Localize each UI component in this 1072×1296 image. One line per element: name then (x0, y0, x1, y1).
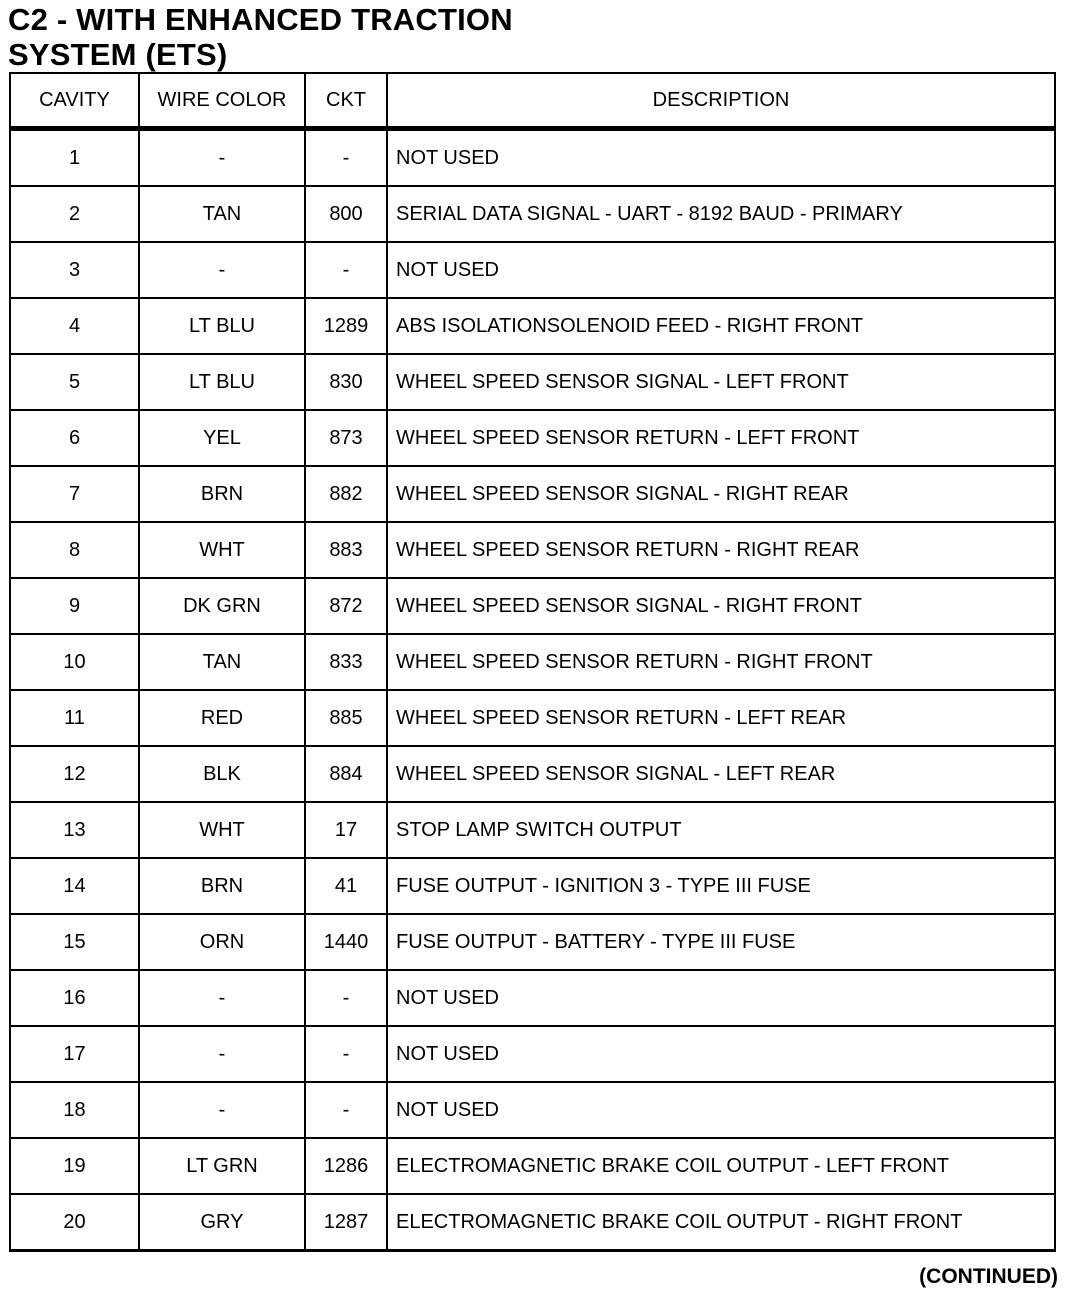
description-cell: WHEEL SPEED SENSOR RETURN - LEFT REAR (387, 690, 1055, 746)
title-line-2: SYSTEM (ETS) (8, 37, 228, 72)
ckt-cell: 830 (305, 354, 387, 410)
description-cell: WHEEL SPEED SENSOR SIGNAL - RIGHT FRONT (387, 578, 1055, 634)
cavity-cell: 7 (10, 466, 139, 522)
description-cell: STOP LAMP SWITCH OUTPUT (387, 802, 1055, 858)
wire-color-cell: BRN (139, 466, 305, 522)
wire-color-cell: GRY (139, 1194, 305, 1251)
table-row (10, 746, 1055, 802)
wire-color-cell: TAN (139, 186, 305, 242)
description-cell: NOT USED (387, 1082, 1055, 1138)
cavity-cell: 13 (10, 802, 139, 858)
description-cell: WHEEL SPEED SENSOR RETURN - RIGHT REAR (387, 522, 1055, 578)
wire-color-cell: - (139, 1082, 305, 1138)
wire-color-cell: DK GRN (139, 578, 305, 634)
table-row (10, 1194, 1055, 1251)
table-row (10, 298, 1055, 354)
wire-color-cell: LT BLU (139, 298, 305, 354)
wire-color-cell: TAN (139, 634, 305, 690)
wire-color-cell: LT GRN (139, 1138, 305, 1194)
ckt-cell: 885 (305, 690, 387, 746)
ckt-cell: 882 (305, 466, 387, 522)
table-row (10, 354, 1055, 410)
cavity-cell: 14 (10, 858, 139, 914)
table-row (10, 522, 1055, 578)
description-cell: WHEEL SPEED SENSOR SIGNAL - LEFT FRONT (387, 354, 1055, 410)
wire-color-cell: RED (139, 690, 305, 746)
cavity-cell: 19 (10, 1138, 139, 1194)
description-cell: ELECTROMAGNETIC BRAKE COIL OUTPUT - LEFT FRONT (387, 1138, 1055, 1194)
cavity-cell: 12 (10, 746, 139, 802)
table-row (10, 634, 1055, 690)
ckt-cell: - (305, 242, 387, 298)
connector-pin-table (9, 72, 1056, 1252)
page-title (8, 2, 808, 72)
header-description: DESCRIPTION (387, 73, 1055, 129)
ckt-cell: - (305, 129, 387, 187)
ckt-cell: - (305, 1082, 387, 1138)
cavity-cell: 5 (10, 354, 139, 410)
table-row (10, 914, 1055, 970)
description-cell: ELECTROMAGNETIC BRAKE COIL OUTPUT - RIGHT FRONT (387, 1194, 1055, 1251)
cavity-cell: 8 (10, 522, 139, 578)
cavity-cell: 9 (10, 578, 139, 634)
description-cell: NOT USED (387, 970, 1055, 1026)
cavity-cell: 11 (10, 690, 139, 746)
wire-color-cell: - (139, 1026, 305, 1082)
wire-color-cell: ORN (139, 914, 305, 970)
cavity-cell: 2 (10, 186, 139, 242)
table-row (10, 690, 1055, 746)
wire-color-cell: LT BLU (139, 354, 305, 410)
table-row (10, 858, 1055, 914)
cavity-cell: 1 (10, 129, 139, 187)
description-cell: NOT USED (387, 1026, 1055, 1082)
cavity-cell: 15 (10, 914, 139, 970)
cavity-cell: 17 (10, 1026, 139, 1082)
description-cell: NOT USED (387, 129, 1055, 187)
continued-note: (CONTINUED) (919, 1265, 1058, 1288)
title-line-1: C2 - WITH ENHANCED TRACTION (8, 2, 513, 37)
cavity-cell: 18 (10, 1082, 139, 1138)
wire-color-cell: - (139, 242, 305, 298)
ckt-cell: - (305, 970, 387, 1026)
wire-color-cell: BRN (139, 858, 305, 914)
wire-color-cell: - (139, 970, 305, 1026)
table-row (10, 1082, 1055, 1138)
header-wire-color: WIRE COLOR (139, 73, 305, 129)
table-row (10, 129, 1055, 187)
ckt-cell: 872 (305, 578, 387, 634)
description-cell: ABS ISOLATIONSOLENOID FEED - RIGHT FRONT (387, 298, 1055, 354)
description-cell: WHEEL SPEED SENSOR RETURN - RIGHT FRONT (387, 634, 1055, 690)
table-row (10, 242, 1055, 298)
header-cavity: CAVITY (10, 73, 139, 129)
description-cell: FUSE OUTPUT - BATTERY - TYPE III FUSE (387, 914, 1055, 970)
wire-color-cell: WHT (139, 802, 305, 858)
table-header-row (10, 73, 1055, 129)
table-row (10, 578, 1055, 634)
ckt-cell: - (305, 1026, 387, 1082)
table-row (10, 466, 1055, 522)
cavity-cell: 10 (10, 634, 139, 690)
table-row (10, 186, 1055, 242)
ckt-cell: 883 (305, 522, 387, 578)
ckt-cell: 1440 (305, 914, 387, 970)
table-body (10, 129, 1055, 1251)
wire-color-cell: BLK (139, 746, 305, 802)
cavity-cell: 6 (10, 410, 139, 466)
description-cell: NOT USED (387, 242, 1055, 298)
cavity-cell: 4 (10, 298, 139, 354)
cavity-cell: 20 (10, 1194, 139, 1251)
table-row (10, 802, 1055, 858)
ckt-cell: 884 (305, 746, 387, 802)
cavity-cell: 3 (10, 242, 139, 298)
cavity-cell: 16 (10, 970, 139, 1026)
table-row (10, 1026, 1055, 1082)
table-row (10, 1138, 1055, 1194)
table-row (10, 410, 1055, 466)
ckt-cell: 1286 (305, 1138, 387, 1194)
table-row (10, 970, 1055, 1026)
wire-color-cell: - (139, 129, 305, 187)
description-cell: WHEEL SPEED SENSOR SIGNAL - LEFT REAR (387, 746, 1055, 802)
description-cell: FUSE OUTPUT - IGNITION 3 - TYPE III FUSE (387, 858, 1055, 914)
ckt-cell: 41 (305, 858, 387, 914)
description-cell: WHEEL SPEED SENSOR RETURN - LEFT FRONT (387, 410, 1055, 466)
wire-color-cell: YEL (139, 410, 305, 466)
description-cell: SERIAL DATA SIGNAL - UART - 8192 BAUD - PRIMARY (387, 186, 1055, 242)
ckt-cell: 1287 (305, 1194, 387, 1251)
ckt-cell: 873 (305, 410, 387, 466)
header-ckt: CKT (305, 73, 387, 129)
ckt-cell: 17 (305, 802, 387, 858)
ckt-cell: 800 (305, 186, 387, 242)
ckt-cell: 1289 (305, 298, 387, 354)
ckt-cell: 833 (305, 634, 387, 690)
wire-color-cell: WHT (139, 522, 305, 578)
description-cell: WHEEL SPEED SENSOR SIGNAL - RIGHT REAR (387, 466, 1055, 522)
